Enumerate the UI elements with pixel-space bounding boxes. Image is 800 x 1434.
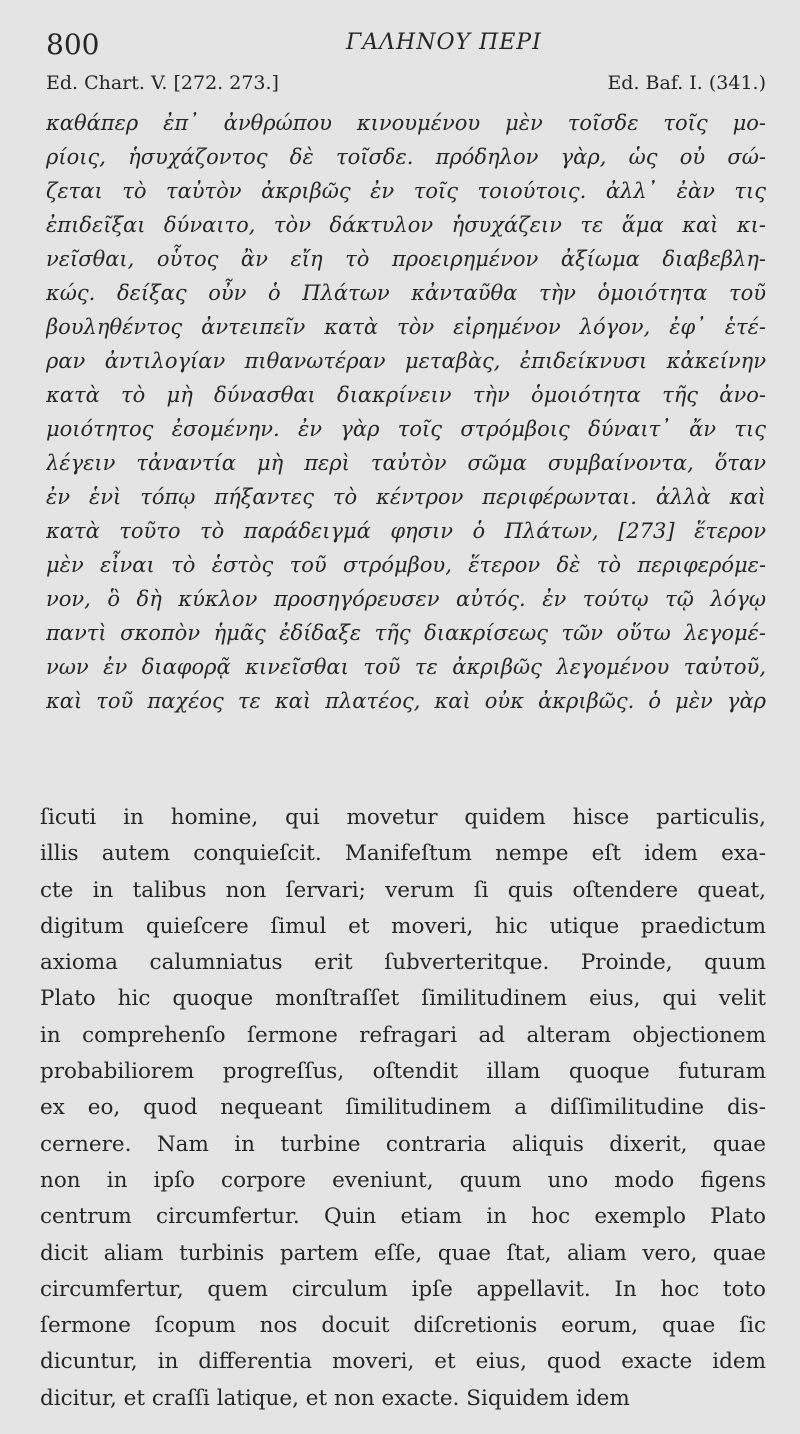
latin-text-line: cernere. Nam in turbine contraria aliquis dixerit, quae [40, 1131, 766, 1157]
greek-text-line: καθάπερ ἐπ᾽ ἀνθρώπου κινουμένου μὲν τοῖσδε τοῖς μο- [46, 111, 766, 135]
greek-text-line: κατὰ τὸ μὴ δύνασθαι διακρίνειν τὴν ὁμοιότητα τῆς ἀνο- [46, 383, 766, 407]
page-number: 800 [46, 28, 100, 61]
latin-text-line: illis autem conquieſcit. Manifeſtum nempe eſt idem exa- [40, 841, 766, 867]
greek-text-line: ρίοις, ἡσυχάζοντος δὲ τοῖσδε. πρόδηλον γὰρ, ὡς οὐ σώ- [46, 145, 766, 169]
latin-text-line: dicuntur, in differentia moveri, et eius, quod exacte idem [40, 1349, 766, 1375]
latin-text-line: in comprehenſo ſermone refragari ad alteram objectionem [40, 1022, 766, 1048]
greek-text-line: βουληθέντος ἀντειπεῖν κατὰ τὸν εἰρημένον λόγον, ἐφ᾽ ἑτέ- [46, 315, 766, 339]
latin-text-line: Plato hic quoque monſtraſſet ſimilitudinem eius, qui velit [40, 986, 766, 1012]
latin-text-line: ſicuti in homine, qui movetur quidem hisce particulis, [40, 805, 766, 830]
edition-reference-chartier: Ed. Chart. V. [272. 273.] [46, 72, 279, 94]
greek-text-line: μὲν εἶναι τὸ ἑστὸς τοῦ στρόμβου, ἕτερον δὲ τὸ περιφερόμε- [46, 553, 766, 577]
greek-text-line: κατὰ τοῦτο τὸ παράδειγμά φησιν ὁ Πλάτων, [273] ἕτερον [46, 519, 766, 543]
greek-text-line: κώς. δείξας οὖν ὁ Πλάτων κἀνταῦθα τὴν ὁμοιότητα τοῦ [46, 281, 766, 305]
greek-text-line: ἐπιδεῖξαι δύναιτο, τὸν δάκτυλον ἡσυχάζειν τε ἅμα καὶ κι- [46, 213, 766, 237]
latin-text-line: centrum circumfertur. Quin etiam in hoc exemplo Plato [40, 1204, 766, 1230]
latin-text-block [40, 800, 766, 1417]
latin-text-line: ſermone ſcopum nos docuit diſcretionis eorum, quae ſic [40, 1313, 766, 1339]
latin-text-line: dicitur, et craſſi latique, et non exacte. Siquidem idem [40, 1385, 630, 1411]
greek-text-line: καὶ τοῦ παχέος τε καὶ πλατέος, καὶ οὐκ ἀκριβῶς. ὁ μὲν γὰρ [46, 689, 766, 713]
latin-text-line: circumfertur, quem circulum ipſe appellavit. In hoc toto [40, 1276, 766, 1302]
greek-text-line: λέγειν τἀναντία μὴ περὶ ταὐτὸν σῶμα συμβαίνοντα, ὅταν [46, 451, 766, 475]
greek-text-line: νεῖσθαι, οὗτος ἂν εἴη τὸ προειρημένον ἀξίωμα διαβεβλη- [46, 247, 766, 271]
latin-text-line: axioma calumniatus erit ſubverteritque. Proinde, quum [40, 950, 766, 976]
latin-text-line: dicit aliam turbinis partem eſſe, quae ſtat, aliam vero, quae [40, 1240, 766, 1266]
page-header [46, 28, 766, 68]
greek-text-line: νων ἐν διαφορᾷ κινεῖσθαι τοῦ τε ἀκριβῶς λεγομένου ταὐτοῦ, [46, 655, 766, 679]
latin-text-line: ex eo, quod nequeant ſimilitudinem a diſſimilitudine dis- [40, 1095, 766, 1121]
greek-text-line: ἐν ἑνὶ τόπῳ πήξαντες τὸ κέντρον περιφέρωνται. ἀλλὰ καὶ [46, 485, 766, 509]
greek-text-line: ζεται τὸ ταὐτὸν ἀκριβῶς ἐν τοῖς τοιούτοις. ἀλλ᾽ ἐὰν τις [46, 179, 766, 203]
latin-text-line: cte in talibus non ſervari; verum ſi quis oſtendere queat, [40, 877, 766, 903]
greek-text-line: νον, ὃ δὴ κύκλον προσηγόρευσεν αὐτός. ἐν τούτῳ τῷ λόγῳ [46, 587, 766, 611]
greek-text-line: ραν ἀντιλογίαν πιθανωτέραν μεταβὰς, ἐπιδείκνυσι κἀκείνην [46, 349, 766, 373]
edition-reference-basel: Ed. Baf. I. (341.) [607, 72, 766, 94]
latin-text-line: digitum quieſcere ſimul et moveri, hic utique praedictum [40, 913, 766, 939]
greek-text-block [46, 106, 766, 718]
greek-text-line: μοιότητος ἐσομένην. ἐν γὰρ τοῖς στρόμβοις δύναιτ᾽ ἄν τις [46, 417, 766, 441]
latin-text-line: probabiliorem progreſſus, oſtendit illam quoque futuram [40, 1059, 766, 1085]
latin-text-line: non in ipſo corpore eveniunt, quum uno modo figens [40, 1167, 766, 1193]
edition-references [46, 72, 766, 102]
running-title: ΓΑΛΗΝΟΥ ΠΕΡΙ [346, 30, 542, 55]
greek-text-line: παντὶ σκοπὸν ἡμᾶς ἐδίδαξε τῆς διακρίσεως τῶν οὕτω λεγομέ- [46, 621, 766, 645]
